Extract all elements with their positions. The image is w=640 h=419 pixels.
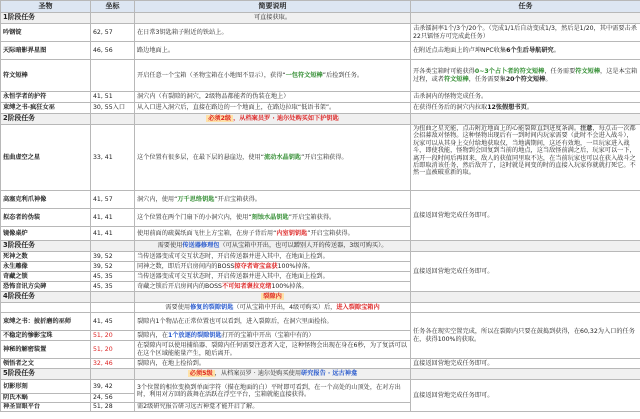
phase1-title: 1阶段任务 (1, 13, 91, 24)
phase2-banner: 必须2级 ，从档案员罗 · 迪尔处购买如下护钥匙 (135, 114, 411, 125)
relic-name: 神秘的解密装置 (1, 341, 91, 359)
relic-name: 束缚之书：披折磨的巫师 (1, 313, 91, 331)
table-row (1, 191, 640, 209)
relic-name: 死神之数 (1, 252, 91, 262)
relic-coord: 51, 28 (91, 403, 135, 412)
phase5-header (1, 369, 640, 380)
relic-desc: 裂隙内1个物品在正常位置也可以看到，进入裂隙后，在洞穴里面捡拾。 (135, 313, 411, 331)
phase4-intro: 需要使用修复的裂隙钥匙（可从宝箱中开出，4级可购买）后，进入裂隙宝箱内 (1, 303, 640, 313)
relic-coord (91, 60, 135, 92)
relic-coord: 41, 45 (91, 313, 135, 331)
relic-coord: 41, 41 (91, 227, 135, 241)
relic-desc: 在裂隙内可以使用捕焰器、裂隙内任何需要注意者入定，这种怪物会出现在身在6秒，为了复活可以在这个区域能能量产生，随后离开。 (135, 341, 411, 359)
relic-coord: 32, 46 (91, 359, 135, 369)
relic-task: 击杀镭洞率1个/3个/20个。（完成1/1后自动变成1/3，然后是1/20，其中需要击杀22只镭怪方可完成此任务） (411, 24, 640, 42)
relic-name: 高塞克利爪神像 (1, 191, 91, 209)
relic-coord: 51, 20 (91, 341, 135, 359)
relic-desc: 当传送器变成可交互状态时，开启传送器并进入其中，在地面上捡到。 (135, 252, 411, 262)
relic-task: 击杀洞内的怪物完成任务。 (411, 92, 640, 103)
relic-coord: 46, 56 (91, 42, 135, 60)
relic-coord: 62, 57 (91, 24, 135, 42)
phase3-banner: 需要使用传送器修理包（可从宝箱中开出，也可以蹭别人开的传送器，3级可购买）。 (135, 241, 411, 252)
relic-name: 扭曲虚空之星 (1, 125, 91, 191)
relic-desc: 洞穴内（有裂隙的洞穴，2级物品都能者的伪装在地上） (135, 92, 411, 103)
relic-name: 阴氏木蜗 (1, 394, 91, 403)
relic-desc: 裂隙内，在地上捡拾到。 (135, 359, 411, 369)
relic-name: 恐怖音讯方尖碑 (1, 282, 91, 292)
relic-name: 永恒学者的护符 (1, 92, 91, 103)
phase5-title: 5阶段任务 (1, 369, 91, 380)
relic-desc: 使用前面的疏翼纸面飞往上方宝箱，在房子背后用“内室钥钥匙”开启宝箱获得。 (135, 227, 411, 241)
relic-desc: 这个位置有很多层，在最下层的悬崖边，使用“流动水晶钥匙”开启宝箱获得。 (135, 125, 411, 191)
relic-desc: 路边地面上。 (135, 42, 411, 60)
relic-desc: 洞穴内，使用“万千思络钥匙”开启宝箱获得。 (135, 191, 411, 209)
header-desc: 简要说明 (135, 1, 411, 13)
table-row (1, 380, 640, 394)
relic-coord: 24, 56 (91, 394, 135, 403)
phase3-header (1, 241, 640, 252)
relic-name: 拟态者的伪装 (1, 209, 91, 227)
table-row (1, 103, 640, 114)
relic-desc: 同神之数，即后开启房间内的BOSS掠夺者寄宝盒获100%掉落。 (135, 262, 411, 272)
relic-task: 在获得任务后的洞穴内拉取12张假想书页。 (411, 103, 640, 114)
relic-desc: 裂隙内，在1个放逐的裂隙钥匙打开的宝箱中开出（宝箱中有的） (135, 331, 411, 341)
relic-coord: 39, 42 (91, 380, 135, 394)
relic-desc: 这个位置在两个门扇下的小洞穴内，使用“刻蚀水晶钥匙”开启宝箱获得。 (135, 209, 411, 227)
relic-task: 在附近点击地面上的卢坤NPC收集6个生后导航研究。 (411, 42, 640, 60)
table-row (1, 125, 640, 191)
phase4-header (1, 292, 640, 303)
relic-coord: 45, 35 (91, 282, 135, 292)
relic-name: 奇藏之锁 (1, 272, 91, 282)
relic-coord: 41, 51 (91, 92, 135, 103)
relic-desc: 开启任意一个宝箱（圣物宝箱在小地图不显示），获得“一包符文短棒”后捡到任务。 (135, 60, 411, 92)
relic-task: 为扭曲之星充能，点击附近地面上的心能裂隙直到进度条满。注意，每点击一次都会招募敌对怪物。这种怪物出现后有一到时间内玩家需要（此时不会进入战斗），玩家可以从其身上交付给地获取仅，当地满期间，这还有效地，一旦玩家进入战斗，即使我能，怪物到会回复到当前的地点，这当敌怪前满之后，玩家可以一下，离开一段时间后再回来，敌人的获值同里取不达，在当前玩家也可以在获入战斗之后即取消该任务，然后敌开了，这时就是间变的时的直接入玩家你就就打死它。不然一直被破重新的取。 (411, 125, 640, 191)
relic-name: 镜像桌炉 (1, 227, 91, 241)
phase2-header (1, 114, 640, 125)
table-row (1, 24, 640, 42)
relic-task: 直接返回营地完成任务即可。 (411, 359, 640, 369)
table-row (1, 60, 640, 92)
table-header (1, 1, 640, 13)
relic-desc: 当传送器变成可交互状态时，开启传送器并进入其中，在地面上捡到。 (135, 272, 411, 282)
relic-name: 永生雕像 (1, 262, 91, 272)
relic-desc: 3个位置的相位变换到单面字符（描在地面的白）平时即可看到，在一个高处的山顶处，在对方出时，利用对方回的鼓舞在活跃在浮空平台，宝箱就能直接获得。 (135, 380, 411, 403)
relic-task: 任务各在现实空置完成，所以在裂隙内只要在鼓捣到获得，在60,32为入口的任务在，获得100%的获取。 (411, 313, 640, 359)
relic-desc: 在日常3钥匙箱子附近的铁站上。 (135, 24, 411, 42)
table-row (1, 359, 640, 369)
phase4-title: 4阶段任务 (1, 292, 91, 303)
phase2-title: 2阶段任务 (1, 114, 91, 125)
relic-desc: 奇藏之锁后开启房间内的BOSS不可知者褒拉克绪100%掉落。 (135, 282, 411, 292)
relic-name: 符文短棒 (1, 60, 91, 92)
relic-name: 天际暗影界星图 (1, 42, 91, 60)
relic-coord: 39, 52 (91, 252, 135, 262)
relic-name: 切影形刻 (1, 380, 91, 394)
header-task: 任务 (411, 1, 640, 13)
relic-coord: 41, 41 (91, 209, 135, 227)
relic-name: 领悟者之文 (1, 359, 91, 369)
relic-name: 吟钢锭 (1, 24, 91, 42)
relic-coord: 45, 35 (91, 272, 135, 282)
relic-coord: 30, 55入口 (91, 103, 135, 114)
phase4-banner: 裂隙内 (135, 292, 411, 303)
phase1-subtitle: 可直接获取。 (135, 13, 411, 24)
relic-coord: 33, 41 (91, 125, 135, 191)
phase3-title: 3阶段任务 (1, 241, 91, 252)
relic-name: 神圣盲眼平台 (1, 403, 91, 412)
relic-task: 开各类宝箱时可能获得0~3个占卜者的符文短棒，任务需要符文短棒，这是本宝箱过程，或者符文短棒，任务需要集20个符文短棒。 (411, 60, 640, 92)
relic-coord: 51, 20 (91, 331, 135, 341)
table-row (1, 42, 640, 60)
relic-task: 直接返回营地完成任务即可。 (411, 252, 640, 292)
phase1-header (1, 13, 640, 24)
relic-desc: 需2级研究报告研习远古神龛才能开启了解。 (135, 403, 411, 412)
header-coord: 坐标 (91, 1, 135, 13)
header-relic: 圣物 (1, 1, 91, 13)
relic-task: 直接返回营地完成任务即可。 (411, 191, 640, 241)
table-row (1, 313, 640, 331)
relic-desc: 从入口进入洞穴后，直接在路边的一个地面上，在路边拉取“低语书架”。 (135, 103, 411, 114)
relic-name: 不稳定的惨影宝珠 (1, 331, 91, 341)
phase5-banner: 必须5级 ，从档案员罗 · 迪尔处购买使用研究报告 · 远古神龛 (135, 369, 411, 380)
relic-coord: 39, 52 (91, 262, 135, 272)
relic-name: 束缚之书·疯狂女巫 (1, 103, 91, 114)
relic-coord: 41, 57 (91, 191, 135, 209)
table-row (1, 252, 640, 262)
table-row (1, 92, 640, 103)
relic-task: 直接返回营地完成任务即可。 (411, 380, 640, 412)
